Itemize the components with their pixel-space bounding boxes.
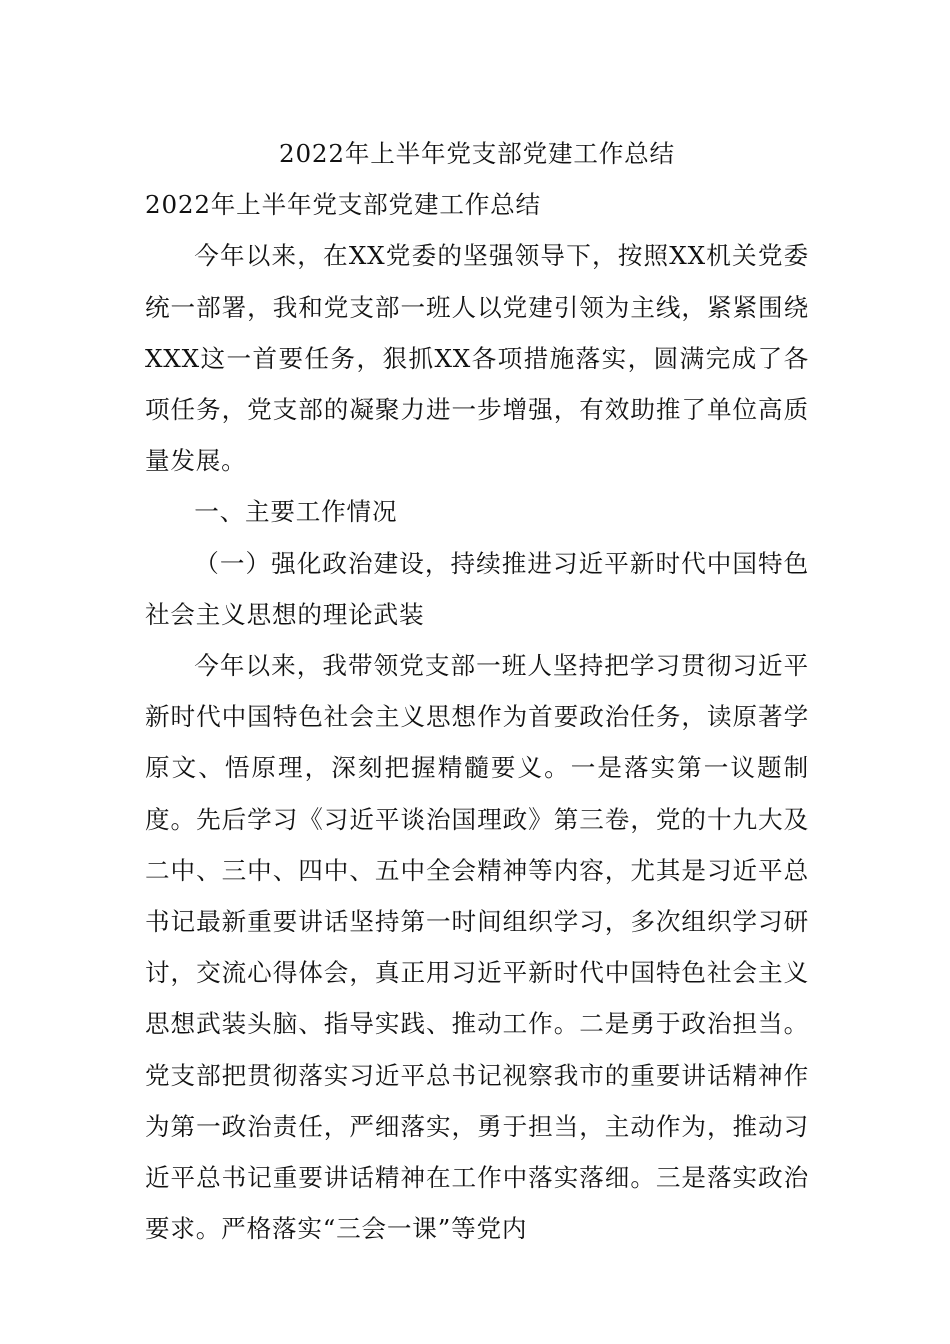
section-heading: 一、主要工作情况 [194,497,398,527]
document-subtitle: 2022年上半年党支部党建工作总结 [145,190,541,220]
document-title: 2022年上半年党支部党建工作总结 [279,139,675,168]
body-paragraph: 今年以来，我带领党支部一班人坚持把学习贯彻习近平新时代中国特色社会主义思想作为首要政治任务，读原著学原文、悟原理，深刻把握精髓要义。一是落实第一议题制度。先后学习《习近平谈治国理政》第三卷，党的十九大及二中、三中、四中、五中全会精神等内容，尤其是习近平总书记最新重要讲话坚持第一时间组织学习，多次组织学习研讨，交流心得体会，真正用习近平新时代中国特色社会主义思想武装头脑、指导实践、推动工作。二是勇于政治担当。党支部把贯彻落实习近平总书记视察我市的重要讲话精神作为第一政治责任，严细落实，勇于担当，主动作为，推动习近平总书记重要讲话精神在工作中落实落细。三是落实政治要求。严格落实“三会一课”等党内 [145,651,809,1244]
document-body [145,128,809,1254]
intro-paragraph: 今年以来，在XX党委的坚强领导下，按照XX机关党委统一部署，我和党支部一班人以党建引领为主线，紧紧围绕XXX这一首要任务，狠抓XX各项措施落实，圆满完成了各项任务，党支部的凝聚力进一步增强，有效助推了单位高质量发展。 [145,241,809,476]
subsection-heading: （一）强化政治建设，持续推进习近平新时代中国特色社会主义思想的理论武装 [145,548,809,629]
